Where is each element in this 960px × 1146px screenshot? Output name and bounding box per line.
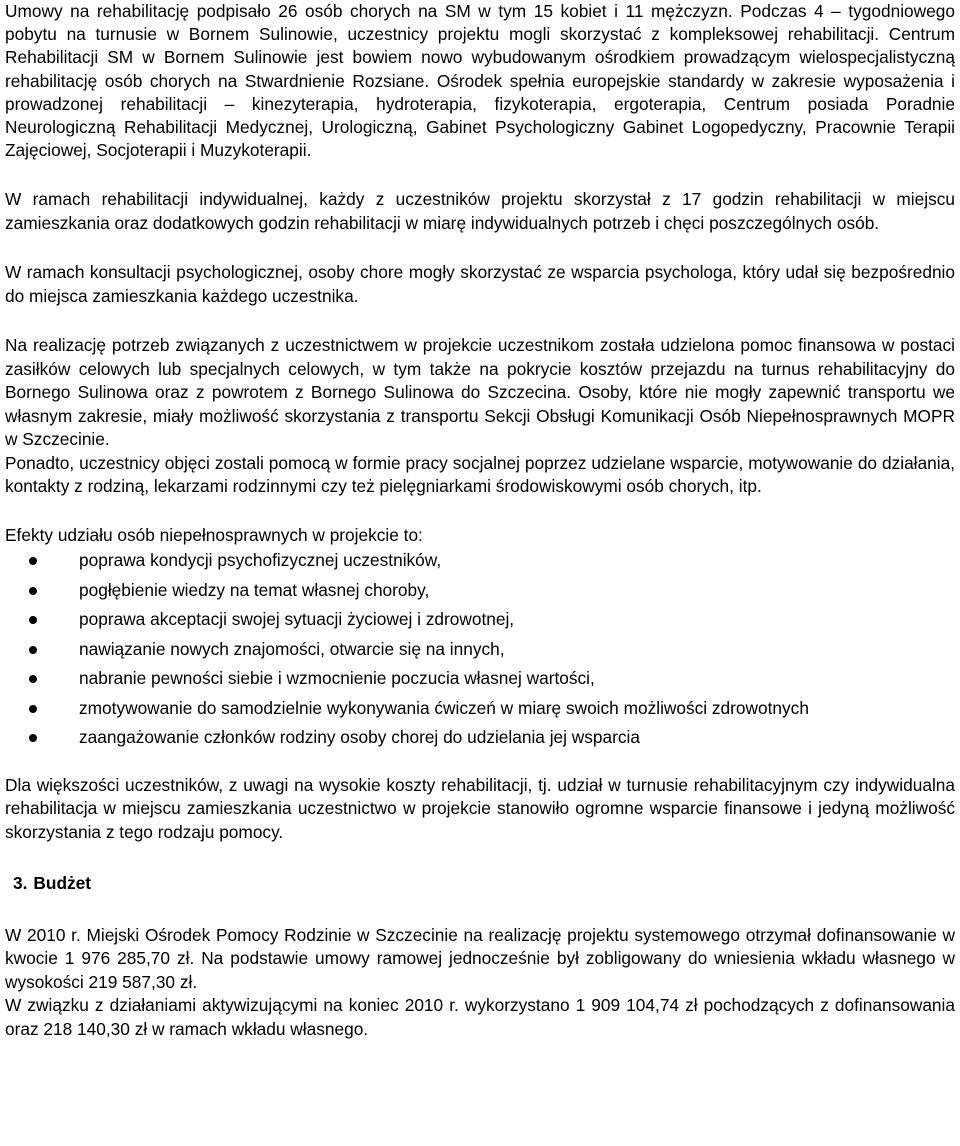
list-item: nabranie pewności siebie i wzmocnienie poczucia własnej wartości, xyxy=(5,667,955,691)
paragraph-financial-aid: Na realizację potrzeb związanych z uczestnictwem w projekcie uczestnikom została udzielona pomoc finansowa w postaci zasiłków celowych lub specjalnych celowych, w tym także na pokrycie kosztów przejazdu na turnus rehabilitacyjny do Bornego Sulinowa oraz z powrotem z Bornego Sulinowa do Szczecina. Osoby, które nie mogły zapewnić transportu we własnym zakresie, miały możliwość skorzystania z transportu Sekcji Obsługi Komunikacji Osób Niepełnosprawnych MOPR w Szczecinie. xyxy=(5,335,955,450)
bullet-icon xyxy=(29,675,37,683)
list-item: poprawa kondycji psychofizycznej uczestników, xyxy=(5,549,955,573)
bullet-icon xyxy=(29,557,37,565)
section-number: 3. xyxy=(13,873,28,894)
bullet-icon xyxy=(29,616,37,624)
paragraph-budget-funding: W 2010 r. Miejski Ośrodek Pomocy Rodzinie w Szczecinie na realizację projektu systemowego otrzymał dofinansowanie w kwocie 1 976 285,70 zł. Na podstawie umowy ramowej jednocześnie był zobligowany do wniesienia wkładu własnego w wysokości 219 587,30 zł. xyxy=(5,924,955,992)
effects-intro: Efekty udziału osób niepełnosprawnych w projekcie to: xyxy=(5,524,423,545)
paragraph-majority-support: Dla większości uczestników, z uwagi na wysokie koszty rehabilitacji, tj. udział w turnusie rehabilitacyjnym czy indywidualna rehabilitacja w miejscu zamieszkania uczestnictwo w projekcie stanowiło ogromne wsparcie finansowe i jedyną możliwość skorzystania z tego rodzaju pomocy. xyxy=(5,774,955,842)
paragraph-psychological-consultation: W ramach konsultacji psychologicznej, osoby chore mogły skorzystać ze wsparcia psychologa, który udał się bezpośrednio do miejsca zamieszkania każdego uczestnika. xyxy=(5,262,955,306)
paragraph-individual-rehabilitation: W ramach rehabilitacji indywidualnej, każdy z uczestników projektu skorzystał z 17 godzin rehabilitacji w miejscu zamieszkania oraz dodatkowych godzin rehabilitacji w miarę indywidualnych potrzeb i chęci poszczególnych osób. xyxy=(5,189,955,233)
section-title: Budżet xyxy=(33,873,92,894)
section-heading xyxy=(5,872,955,896)
bullet-icon xyxy=(29,587,37,595)
list-item: zmotywowanie do samodzielnie wykonywania ćwiczeń w miarę swoich możliwości zdrowotnych xyxy=(5,697,955,721)
effects-list xyxy=(5,549,955,750)
list-item: poprawa akceptacji swojej sytuacji życiowej i zdrowotnej, xyxy=(5,608,955,632)
bullet-icon xyxy=(29,646,37,654)
paragraph-budget-usage: W związku z działaniami aktywizującymi na koniec 2010 r. wykorzystano 1 909 104,74 zł pochodzących z dofinansowania oraz 218 140,30 zł w ramach wkładu własnego. xyxy=(5,995,955,1039)
list-item: pogłębienie wiedzy na temat własnej choroby, xyxy=(5,579,955,603)
list-item: nawiązanie nowych znajomości, otwarcie się na innych, xyxy=(5,638,955,662)
list-item: zaangażowanie członków rodziny osoby chorej do udzielania jej wsparcia xyxy=(5,726,955,750)
bullet-icon xyxy=(29,734,37,742)
paragraph-social-work: Ponadto, uczestnicy objęci zostali pomocą w formie pracy socjalnej poprzez udzielane wsparcie, motywowanie do działania, kontakty z rodziną, lekarzami rodzinnymi czy też pielęgniarkami środowiskowymi osób chorych, itp. xyxy=(5,452,955,497)
bullet-icon xyxy=(29,705,37,713)
document-page xyxy=(5,0,955,1041)
paragraph-intro: Umowy na rehabilitację podpisało 26 osób chorych na SM w tym 15 kobiet i 11 mężczyzn. Podczas 4 – tygodniowego pobytu na turnusie w Bornem Sulinowie, uczestnicy projektu mogli skorzystać z kompleksowej rehabilitacji. Centrum Rehabilitacji SM w Bornem Sulinowie jest bowiem nowo wybudowanym ośrodkiem prowadzącym wielospecjalistyczną rehabilitację osób chorych na Stwardnienie Rozsiane. Ośrodek spełnia europejskie standardy w zakresie wyposażenia i prowadzonej rehabilitacji – kinezyterapia, hydroterapia, fizykoterapia, ergoterapia, Centrum posiada Poradnie Neurologiczną Rehabilitacji Medycznej, Urologiczną, Gabinet Psychologiczny Gabinet Logopedyczny, Pracownie Terapii Zajęciowej, Socjoterapii i Muzykoterapii. xyxy=(5,1,955,161)
